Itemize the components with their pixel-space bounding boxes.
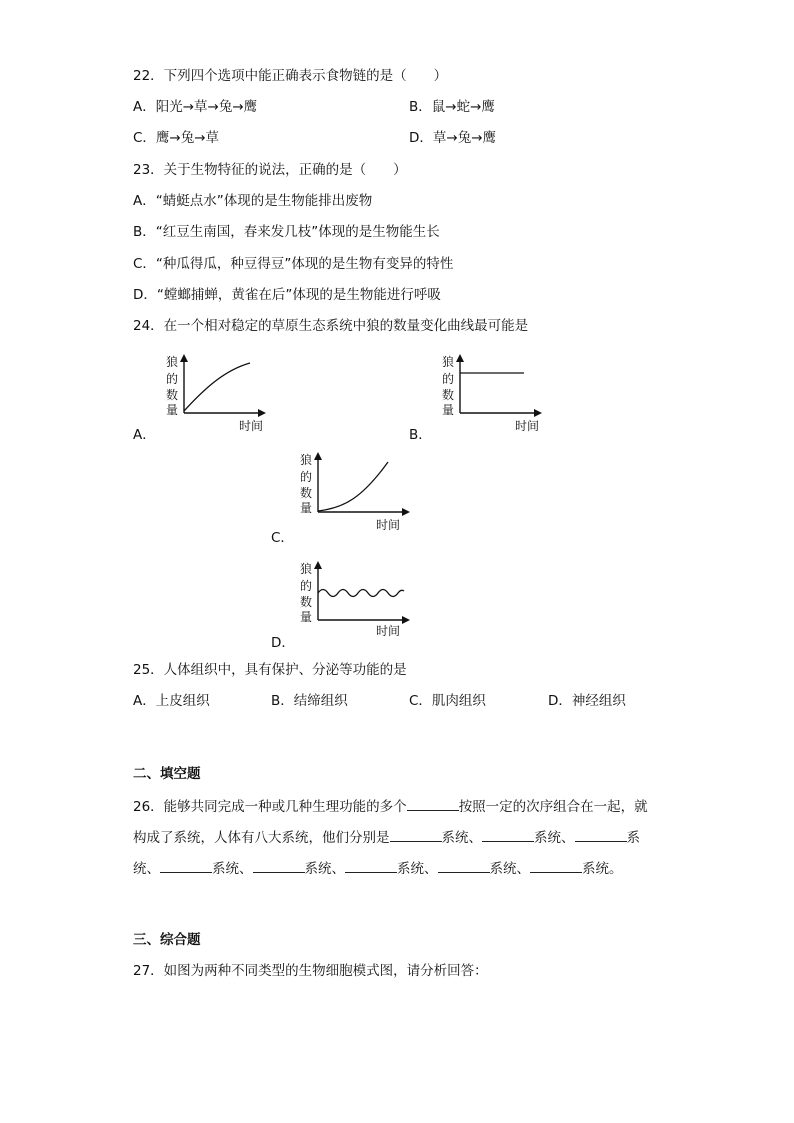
- q24-option-d[interactable]: D．: [271, 635, 295, 651]
- q24-stem: 24．在一个相对稳定的草原生态系统中狼的数量变化曲线最可能是: [133, 318, 529, 334]
- section-comprehensive-title: 三、综合题: [133, 932, 201, 948]
- y-label-char: 数: [300, 486, 313, 500]
- y-label-char: 量: [442, 403, 455, 417]
- q26-text: 系统: [489, 861, 517, 877]
- q24-option-c[interactable]: C．: [271, 530, 294, 546]
- q26-text: 。: [609, 861, 623, 877]
- curve-oscillating: [318, 590, 404, 597]
- q22-option-d[interactable]: D．草→兔→鹰: [409, 130, 497, 146]
- q23-option-b[interactable]: B．“红豆生南国，春来发几枝”体现的是生物能生长: [133, 224, 440, 240]
- q26-blank-4[interactable]: [160, 858, 212, 873]
- q25-option-a[interactable]: A．上皮组织: [133, 693, 210, 709]
- q24-option-b[interactable]: B．: [409, 427, 432, 443]
- q26-blank-1[interactable]: [390, 827, 442, 842]
- q26-blank-3[interactable]: [575, 827, 627, 842]
- q26-text: 构成了系统，人体有八大系统，他们分别是: [133, 830, 390, 846]
- q26-blank-6[interactable]: [345, 858, 397, 873]
- x-label: 时间: [376, 518, 401, 532]
- q23-option-a[interactable]: A．“蜻蜓点水”体现的是生物能排出废物: [133, 193, 373, 209]
- q26-blank-5[interactable]: [253, 858, 305, 873]
- q26-text: 、: [468, 830, 482, 846]
- graph-d: [284, 557, 414, 647]
- x-label: 时间: [239, 419, 264, 433]
- q26-text: 、: [146, 861, 160, 877]
- q26-text: 、: [239, 861, 253, 877]
- y-label-char: 狼: [166, 355, 179, 369]
- q22-stem: 22．下列四个选项中能正确表示食物链的是（ ）: [133, 68, 448, 84]
- y-label-char: 的: [300, 470, 313, 484]
- q26-text: 系统: [441, 830, 469, 846]
- q25-stem: 25．人体组织中，具有保护、分泌等功能的是: [133, 662, 407, 678]
- q27-stem: 27．如图为两种不同类型的生物细胞模式图，请分析回答：: [133, 963, 488, 979]
- q26-text: 系统: [212, 861, 239, 877]
- y-label-char: 数: [300, 595, 313, 609]
- y-label-char: 量: [300, 501, 313, 515]
- q26-text: 、: [516, 861, 530, 877]
- q26-text: 系: [626, 830, 640, 846]
- x-label: 时间: [376, 624, 401, 638]
- q26-text: 26．能够共同完成一种或几种生理功能的多个: [133, 799, 407, 815]
- graph-b: [426, 350, 556, 440]
- q25-option-c[interactable]: C．肌肉组织: [409, 693, 486, 709]
- q26-line-1: [133, 796, 648, 816]
- q26-blank-8[interactable]: [530, 858, 582, 873]
- q26-text: 系统: [304, 861, 332, 877]
- q26-text: 、: [424, 861, 438, 877]
- q26-text: 、: [331, 861, 345, 877]
- y-label-char: 数: [442, 388, 455, 402]
- q26-text: 系统: [582, 861, 609, 877]
- x-label: 时间: [515, 419, 540, 433]
- y-label-char: 狼: [300, 453, 313, 467]
- q24-option-a[interactable]: A．: [133, 427, 156, 443]
- y-label-char: 量: [300, 610, 313, 624]
- q23-stem: 23．关于生物特征的说法，正确的是（ ）: [133, 162, 407, 178]
- q23-option-c[interactable]: C．“种瓜得瓜，种豆得豆”体现的是生物有变异的特性: [133, 256, 454, 272]
- q25-option-b[interactable]: B．结缔组织: [271, 693, 348, 709]
- q26-blank-2[interactable]: [482, 827, 534, 842]
- q26-text: 系统: [534, 830, 561, 846]
- q26-line-2: [133, 827, 640, 847]
- q26-blank-7[interactable]: [438, 858, 490, 873]
- y-label-char: 狼: [300, 562, 313, 576]
- y-label-char: 的: [300, 579, 313, 593]
- q26-text: 、: [561, 830, 575, 846]
- y-label-char: 数: [166, 388, 179, 402]
- y-label-char: 的: [166, 372, 179, 386]
- graph-a: [150, 350, 280, 440]
- y-label-char: 的: [442, 372, 455, 386]
- q25-option-d[interactable]: D．神经组织: [548, 693, 626, 709]
- q23-option-d[interactable]: D．“螳螂捕蝉，黄雀在后”体现的是生物能进行呼吸: [133, 287, 441, 303]
- section-fill-in-title: 二、填空题: [133, 766, 201, 782]
- graph-c: [284, 448, 414, 538]
- y-label-char: 量: [166, 403, 179, 417]
- q22-option-a[interactable]: A．阳光→草→兔→鹰: [133, 99, 258, 115]
- q26-line-3: [133, 858, 623, 878]
- q22-option-c[interactable]: C．鹰→兔→草: [133, 130, 220, 146]
- q26-text: 系统: [397, 861, 424, 877]
- curve-accelerating: [318, 462, 388, 511]
- q22-option-b[interactable]: B．鼠→蛇→鹰: [409, 99, 495, 115]
- q26-text: 按照一定的次序组合在一起，就: [458, 799, 648, 815]
- y-label-char: 狼: [442, 355, 455, 369]
- curve-rising: [184, 363, 250, 411]
- q26-blank-0[interactable]: [407, 796, 459, 811]
- q26-text: 统: [133, 861, 147, 877]
